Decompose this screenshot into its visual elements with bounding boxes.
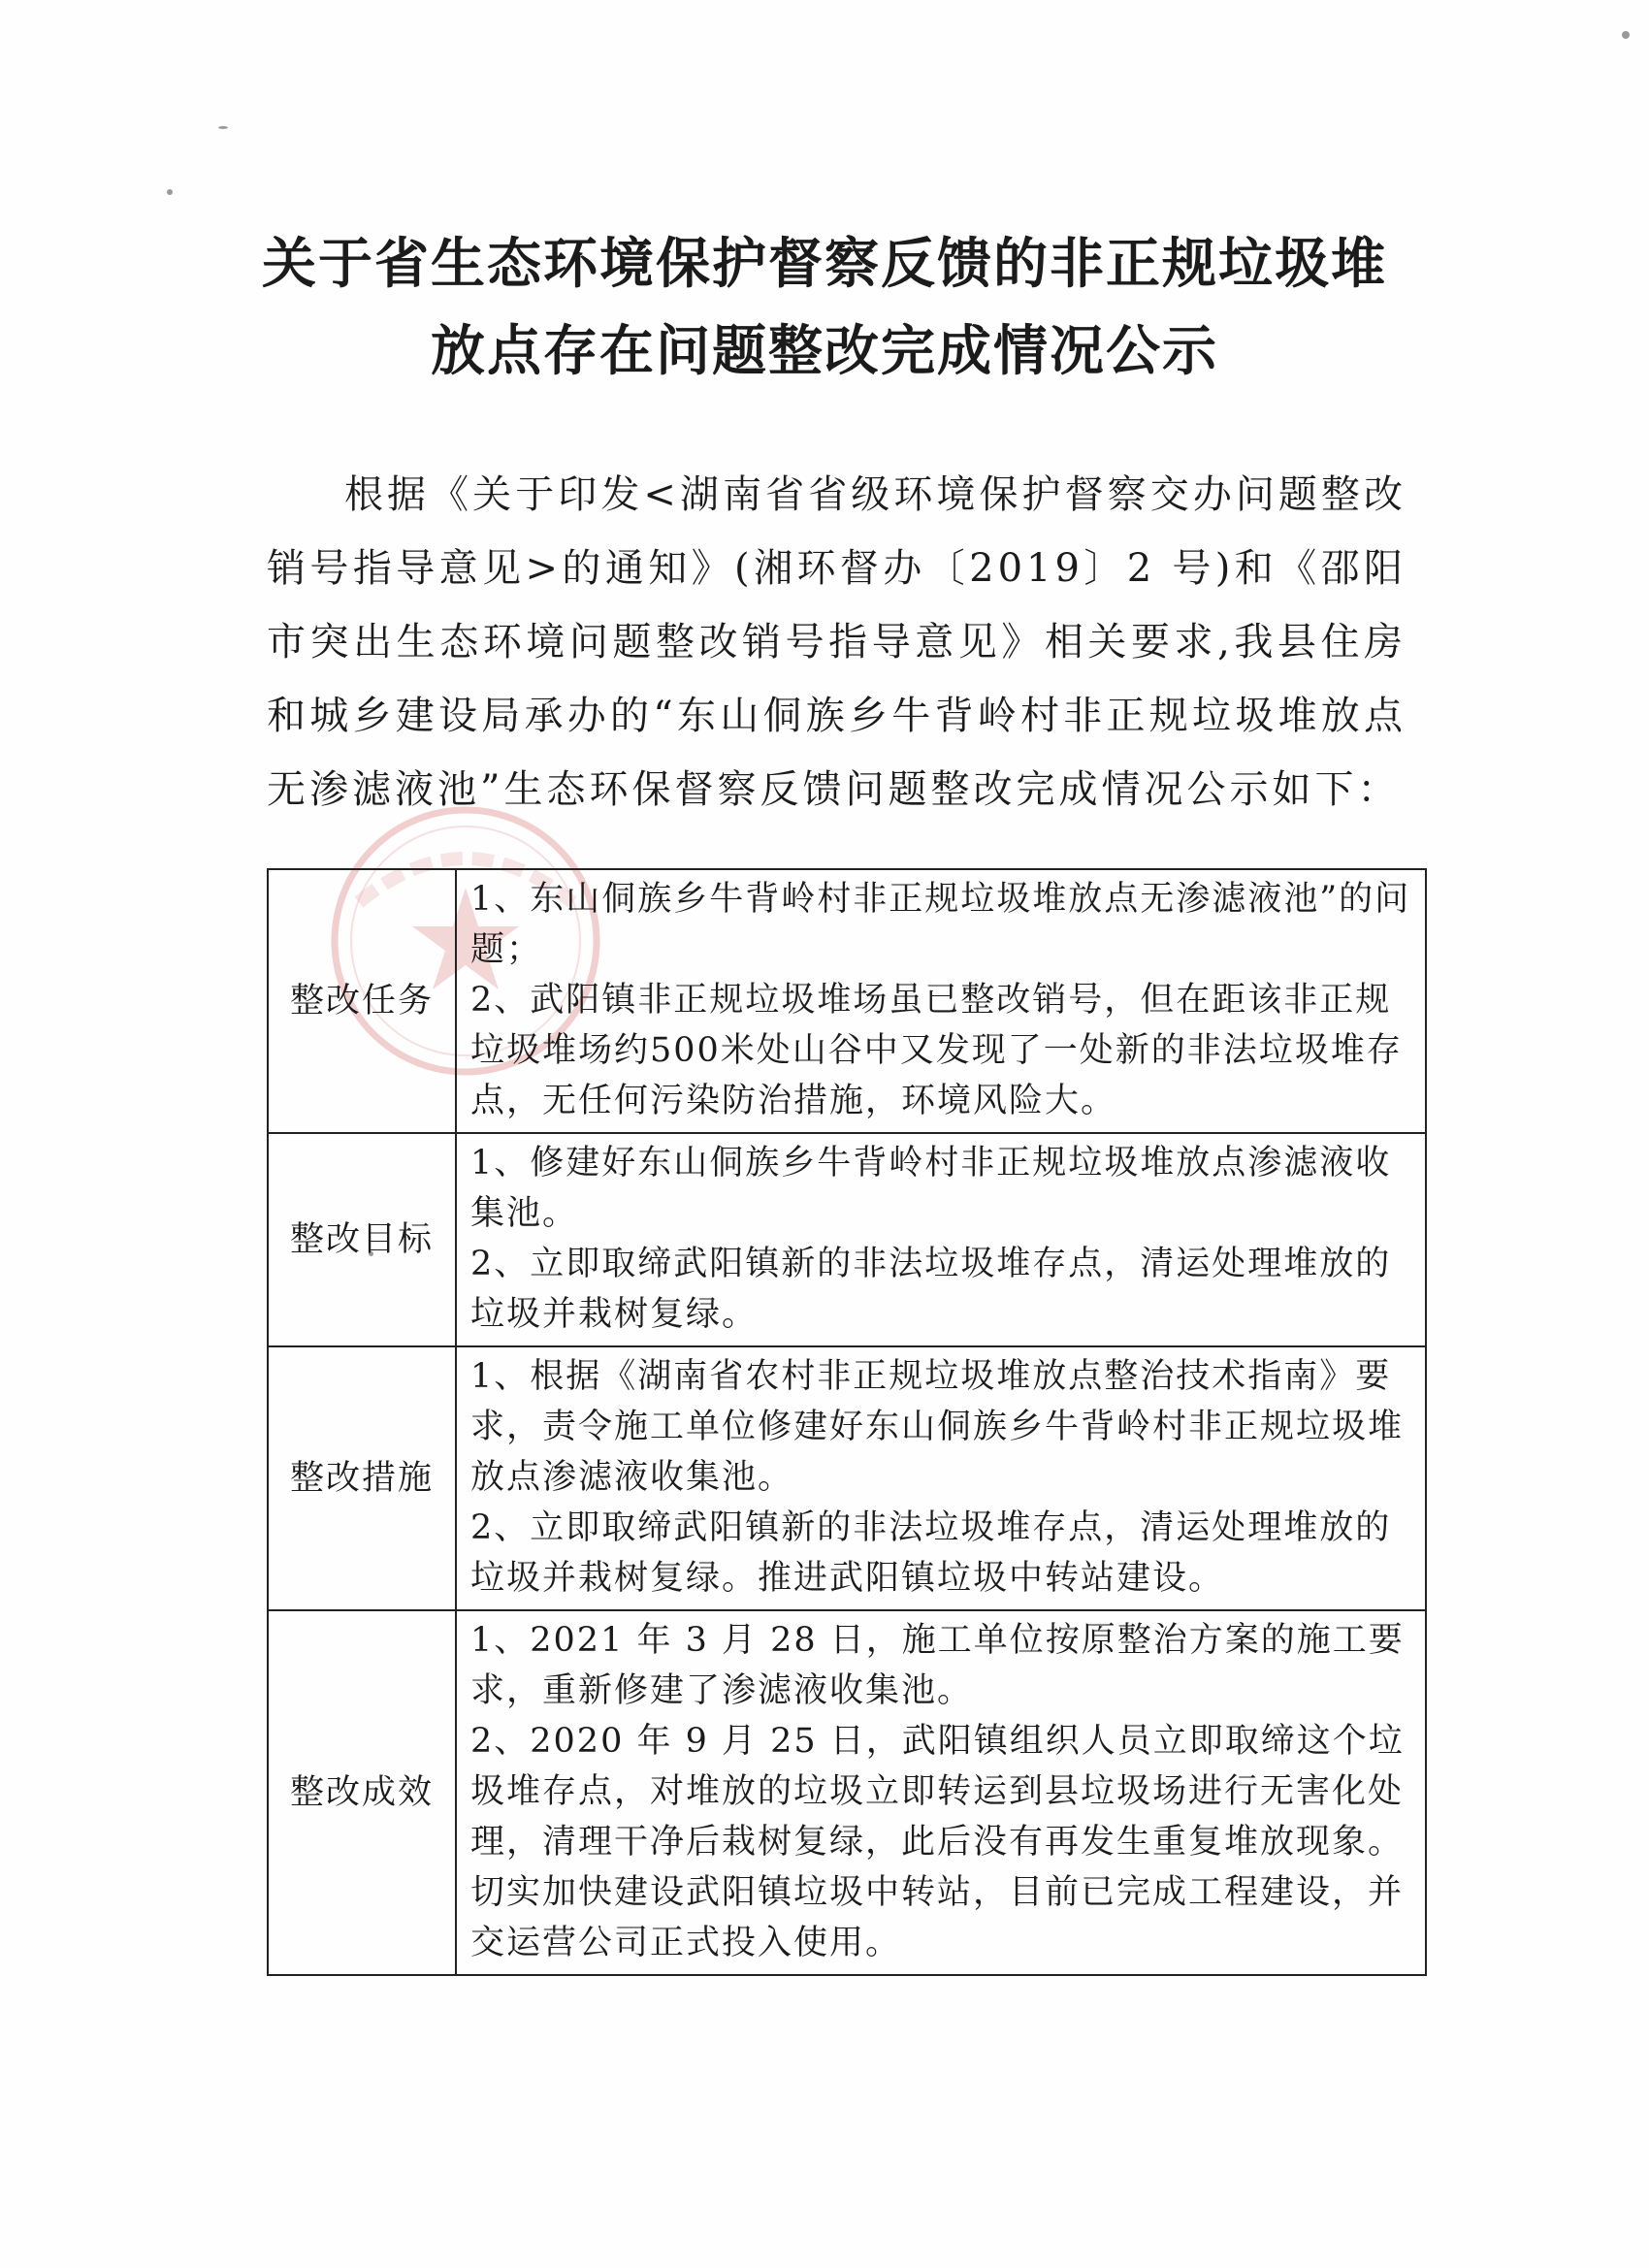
row-item: 2、2020 年 9 月 25 日，武阳镇组织人员立即取缔这个垃圾堆存点，对堆放的垃圾立即转运到县垃圾场进行无害化处理，清理干净后栽树复绿，此后没有再发生重复堆放现象。切实加快建设武阳镇垃圾中转站，目前已完成工程建设，并交运营公司正式投入使用。 — [470, 1722, 1405, 1962]
row-content — [456, 1133, 1426, 1346]
row-label: 整改任务 — [268, 869, 456, 1133]
row-item: 2、武阳镇非正规垃圾堆场虽已整改销号，但在距该非正规垃圾堆场约500米处山谷中又发现了一处新的非法垃圾堆存点，无任何污染防治措施，环境风险大。 — [470, 981, 1403, 1120]
row-item: 1、2021 年 3 月 28 日，施工单位按原整治方案的施工要求，重新修建了渗滤液收集池。 — [470, 1621, 1405, 1710]
row-label: 整改目标 — [268, 1133, 456, 1346]
row-item: 1、修建好东山侗族乡牛背岭村非正规垃圾堆放点渗滤液收集池。 — [470, 1144, 1392, 1233]
row-item: 2、立即取缔武阳镇新的非法垃圾堆存点，清运处理堆放的垃圾并栽树复绿。推进武阳镇垃圾中转站建设。 — [470, 1508, 1392, 1598]
row-item: 2、立即取缔武阳镇新的非法垃圾堆存点，清运处理堆放的垃圾并栽树复绿。 — [470, 1245, 1392, 1334]
rectification-table — [267, 868, 1427, 1976]
scan-speck — [167, 189, 173, 195]
row-content — [456, 1346, 1426, 1610]
row-label: 整改成效 — [268, 1610, 456, 1975]
row-item: 1、根据《湖南省农村非正规垃圾堆放点整治技术指南》要求，责令施工单位修建好东山侗族乡牛背岭村非正规垃圾堆放点渗滤液收集池。 — [470, 1357, 1405, 1497]
scan-speck — [1622, 31, 1630, 39]
row-item: 1、东山侗族乡牛背岭村非正规垃圾堆放点无渗滤液池”的问题； — [470, 880, 1411, 969]
row-content — [456, 1610, 1426, 1975]
scan-speck — [218, 126, 228, 129]
intro-paragraph: 根据《关于印发<湖南省省级环境保护督察交办问题整改销号指导意见>的通知》(湘环督办〔2019〕2 号)和《邵阳市突出生态环境问题整改销号指导意见》相关要求,我县住房和城乡建设局承办的“东山侗族乡牛背岭村非正规垃圾堆放点无渗滤液池”生态环保督察反馈问题整改完成情况公示如下： — [267, 472, 1406, 812]
table-row — [268, 1610, 1426, 1975]
table-row — [268, 1346, 1426, 1610]
row-label: 整改措施 — [268, 1346, 456, 1610]
row-content — [456, 869, 1426, 1133]
document-title: 关于省生态环境保护督察反馈的非正规垃圾堆放点存在问题整改完成情况公示 — [262, 233, 1387, 383]
table-row — [268, 1133, 1426, 1346]
table-row — [268, 869, 1426, 1133]
